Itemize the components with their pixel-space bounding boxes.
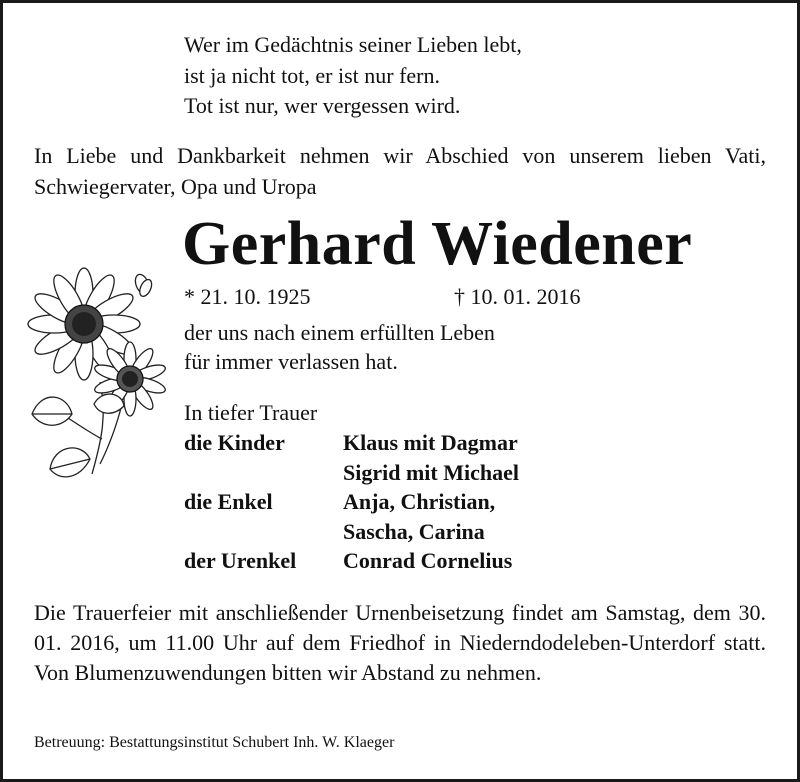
family-member: Sascha, Carina xyxy=(343,518,485,544)
poem-line: Wer im Gedächtnis seiner Lieben lebt, xyxy=(184,32,522,57)
death-date: † 10. 01. 2016 xyxy=(454,284,581,309)
birth-date: * 21. 10. 1925 xyxy=(184,284,311,309)
life-line: der uns nach einem erfüllten Leben xyxy=(184,320,495,345)
family-role: der Urenkel xyxy=(184,548,297,573)
intro-text: In Liebe und Dankbarkeit nehmen wir Abschied von unserem lieben Vati, Schwiegervater, Opa und Uropa xyxy=(34,143,766,199)
life-line: für immer verlassen hat. xyxy=(184,349,398,374)
poem-line: Tot ist nur, wer vergessen wird. xyxy=(184,93,461,118)
family-group-great-grandchildren xyxy=(184,546,519,576)
family-list xyxy=(184,428,519,576)
family-member: Sigrid mit Michael xyxy=(343,459,519,485)
deceased-name: Gerhard Wiedener xyxy=(182,210,693,278)
life-text xyxy=(184,318,495,376)
poem xyxy=(184,30,522,122)
family-member: Conrad Cornelius xyxy=(343,548,513,573)
family-role: die Enkel xyxy=(184,489,273,514)
family-names xyxy=(343,487,495,546)
mourning-line: In tiefer Trauer xyxy=(184,400,318,425)
family-names xyxy=(343,546,512,576)
family-group-grandchildren xyxy=(184,487,519,546)
ceremony-text: Die Trauerfeier mit anschließender Urnenbeisetzung findet am Samstag, dem 30. 01. 2016, um 11.00 Uhr auf dem Friedhof in Niederndodeleben-Unterdorf statt. Von Blumenzuwendungen bitten wir Abstand zu nehmen. xyxy=(34,600,766,685)
family-member: Anja, Christian, xyxy=(343,489,496,514)
sunflower-icon xyxy=(22,264,172,494)
poem-line: ist ja nicht tot, er ist nur fern. xyxy=(184,62,440,88)
funeral-home-credit: Betreuung: Bestattungsinstitut Schubert Inh. W. Klaeger xyxy=(34,734,395,751)
family-role: die Kinder xyxy=(184,430,285,455)
family-group-children xyxy=(184,428,519,487)
family-member: Klaus mit Dagmar xyxy=(343,430,518,455)
family-names xyxy=(343,428,519,487)
